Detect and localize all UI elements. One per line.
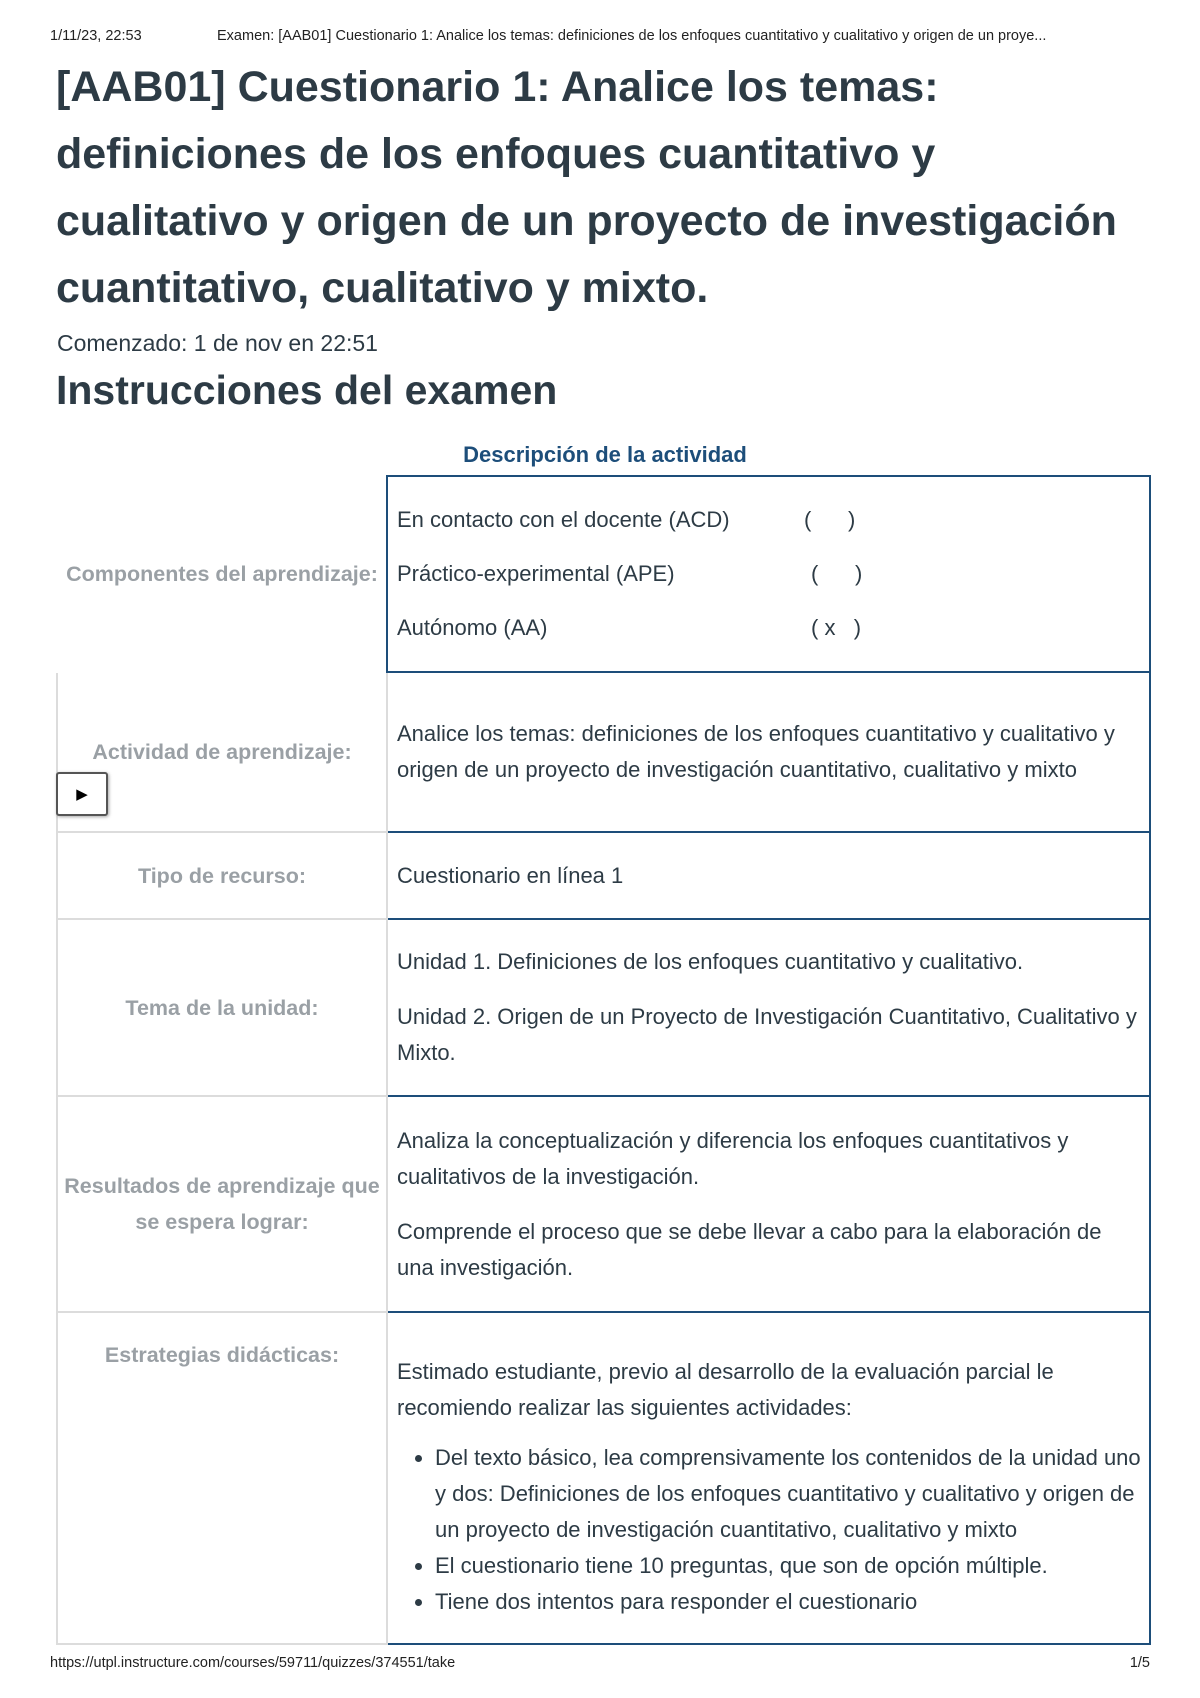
page-number: 1/5 bbox=[1129, 1655, 1150, 1671]
component-item bbox=[397, 493, 1141, 547]
component-item bbox=[397, 547, 1141, 601]
resource-label: Tipo de recurso: bbox=[57, 832, 387, 919]
component-mark: ( ) bbox=[811, 561, 863, 586]
components-label: Componentes del aprendizaje: bbox=[57, 476, 387, 672]
list-item: • Del texto básico, lea comprensivamente los contenidos de la unidad uno y dos: Definiciones de los enfoques cuantitativo y cualitativo y origen de un proyecto de investigación cuantitativo, cualitativo y mixto bbox=[435, 1440, 1141, 1548]
activity-label: Actividad de aprendizaje: bbox=[57, 672, 387, 832]
component-item bbox=[397, 601, 1141, 655]
topic-unit-1: Unidad 1. Definiciones de los enfoques cuantitativo y cualitativo. bbox=[397, 949, 1024, 974]
activity-text: Analice los temas: definiciones de los enfoques cuantitativo y cualitativo y origen de un proyecto de investigación cuantitativo, cualitativo y mixto bbox=[397, 721, 1115, 782]
components-value bbox=[387, 476, 1150, 672]
resource-text: Cuestionario en línea 1 bbox=[397, 862, 624, 888]
print-header bbox=[50, 28, 1150, 48]
component-mark: ( ) bbox=[804, 507, 856, 532]
table-row bbox=[57, 672, 1150, 832]
list-item: • Tiene dos intentos para responder el cuestionario bbox=[435, 1584, 1141, 1620]
table-row bbox=[57, 1312, 1150, 1644]
result-item: Comprende el proceso que se debe llevar a cabo para la elaboración de una investigación. bbox=[397, 1218, 1102, 1280]
result-item: Analiza la conceptualización y diferencia los enfoques cuantitativos y cualitativos de la investigación. bbox=[397, 1127, 1069, 1189]
activity-value bbox=[387, 672, 1150, 832]
table-row bbox=[57, 919, 1150, 1096]
print-url: https://utpl.instructure.com/courses/59711/quizzes/374551/take bbox=[50, 1655, 456, 1671]
strategies-label: Estrategias didácticas: bbox=[104, 1343, 340, 1367]
print-footer bbox=[50, 1655, 1150, 1675]
table-caption: Descripción de la actividad bbox=[463, 442, 747, 467]
component-name: Práctico-experimental (APE) bbox=[397, 561, 675, 586]
resource-value bbox=[387, 832, 1150, 919]
strategies-label-cell bbox=[57, 1312, 387, 1644]
play-icon: ▶ bbox=[76, 786, 88, 803]
strategies-intro: Estimado estudiante, previo al desarrollo de la evaluación parcial le recomiendo realizar las siguientes actividades: bbox=[397, 1359, 1054, 1420]
topic-value bbox=[387, 919, 1150, 1096]
started-timestamp: Comenzado: 1 de nov en 22:51 bbox=[57, 330, 378, 356]
topic-unit-2: Unidad 2. Origen de un Proyecto de Investigación Cuantitativo, Cualitativo y Mixto. bbox=[397, 1004, 1137, 1065]
component-name: Autónomo (AA) bbox=[397, 615, 548, 640]
print-document-title: Examen: [AAB01] Cuestionario 1: Analice los temas: definiciones de los enfoques cuantitativo y cualitativo y origen de un proye... bbox=[217, 28, 1047, 44]
results-value bbox=[387, 1096, 1150, 1312]
print-datetime: 1/11/23, 22:53 bbox=[50, 28, 142, 44]
page-title: [AAB01] Cuestionario 1: Analice los temas: definiciones de los enfoques cuantitativo y cualitativo y origen de un proyecto de investigación cuantitativo, cualitativo y mixto. bbox=[56, 63, 1117, 312]
component-name: En contacto con el docente (ACD) bbox=[397, 507, 730, 532]
media-play-button[interactable] bbox=[56, 772, 108, 816]
table-row bbox=[57, 832, 1150, 919]
strategies-value bbox=[387, 1312, 1150, 1644]
table-row bbox=[57, 1096, 1150, 1312]
list-item: • El cuestionario tiene 10 preguntas, que son de opción múltiple. bbox=[435, 1548, 1141, 1584]
results-label: Resultados de aprendizaje que se espera lograr: bbox=[57, 1096, 387, 1312]
component-mark: ( x ) bbox=[811, 615, 862, 640]
topic-label: Tema de la unidad: bbox=[57, 919, 387, 1096]
table-row bbox=[57, 476, 1150, 672]
activity-description-table bbox=[56, 475, 1151, 1645]
strategies-list bbox=[397, 1440, 1141, 1620]
instructions-heading: Instrucciones del examen bbox=[56, 367, 558, 413]
